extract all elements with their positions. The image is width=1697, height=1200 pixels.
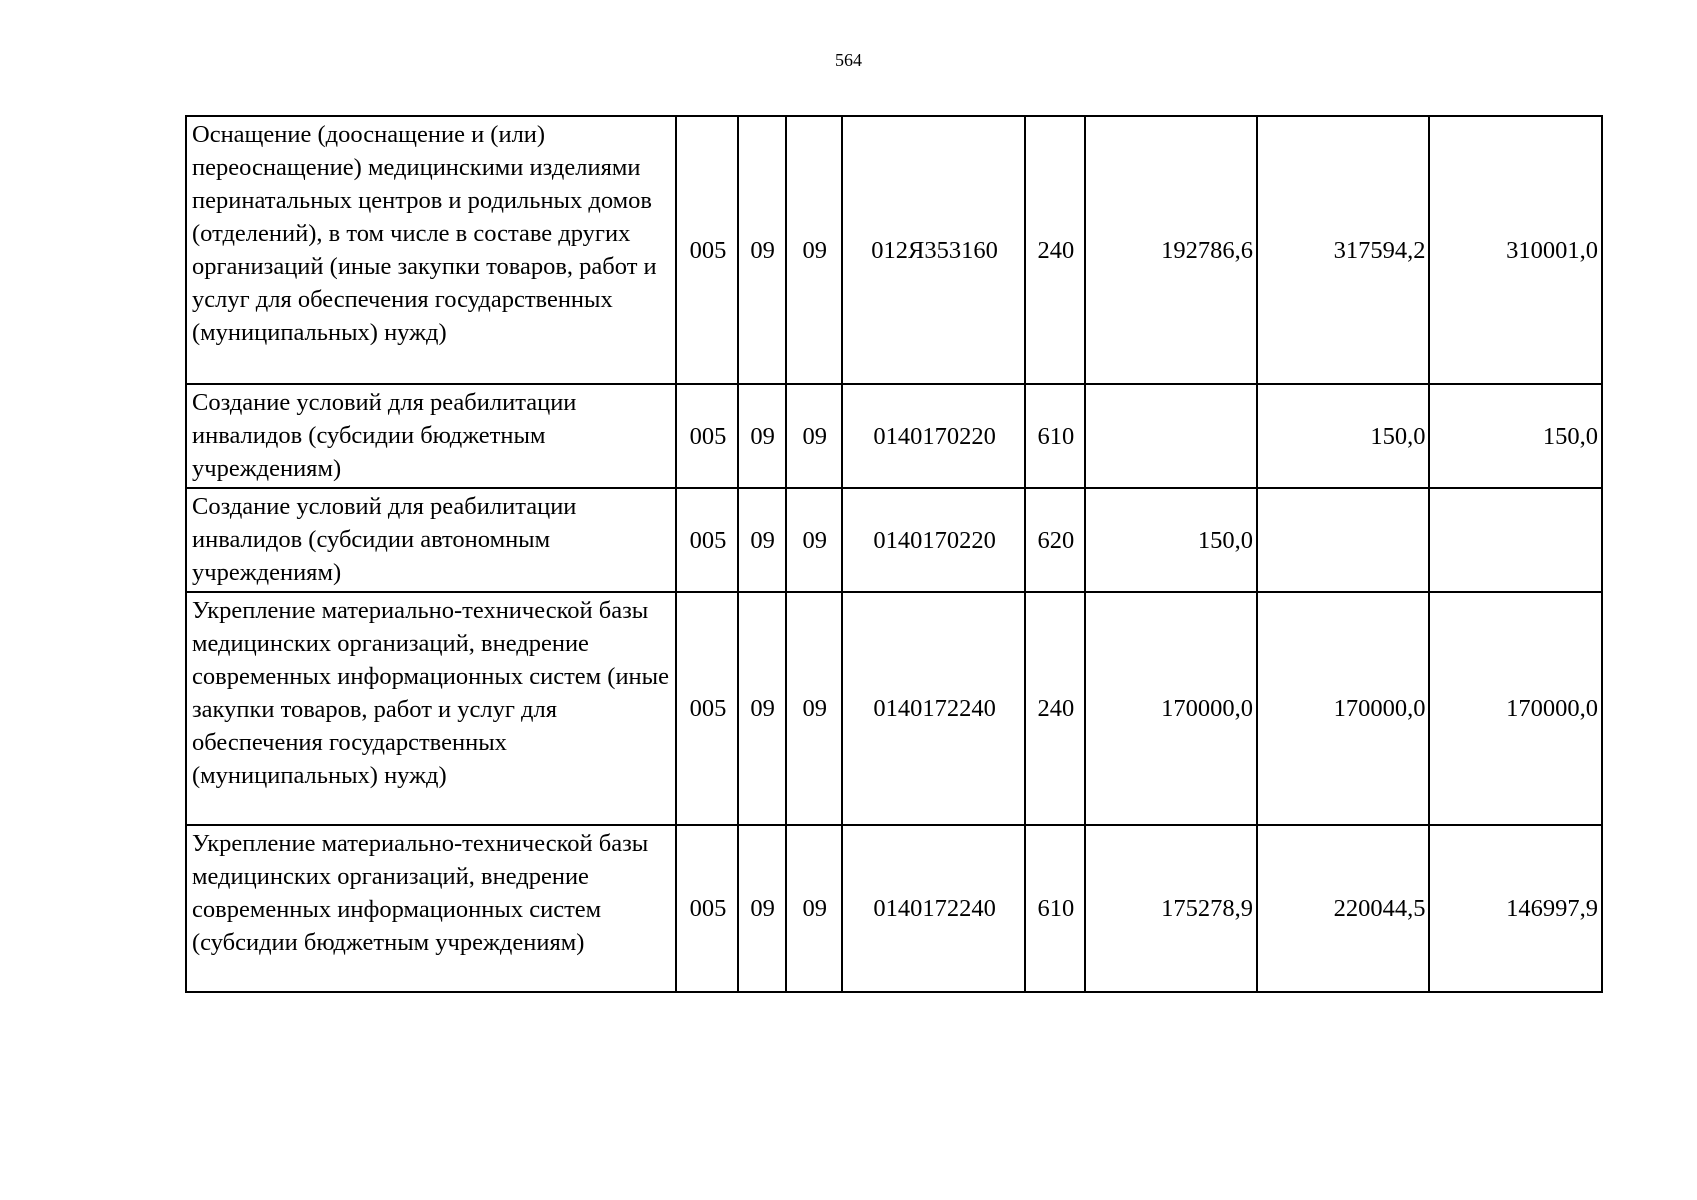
subsection-code-cell: 09: [786, 592, 842, 825]
budget-table: [185, 115, 1603, 993]
target-article-cell: 012Я353160: [842, 116, 1026, 384]
ministry-code-cell: 005: [676, 488, 737, 592]
year2-amount-cell: [1257, 488, 1429, 592]
target-article-cell: 0140172240: [842, 825, 1026, 992]
table-row: [186, 825, 1602, 992]
target-article-cell: 0140170220: [842, 384, 1026, 488]
row-name-cell: Укрепление материально-технической базы медицинских организаций, внедрение современных информационных систем (иные закупки товаров, работ и услуг для обеспечения государственных (муниципальных) нужд): [186, 592, 676, 825]
expense-type-cell: 610: [1025, 825, 1084, 992]
target-article-cell: 0140170220: [842, 488, 1026, 592]
subsection-code-cell: 09: [786, 825, 842, 992]
row-name-cell: Оснащение (дооснащение и (или) переоснащение) медицинскими изделиями перинатальных центров и родильных домов (отделений), в том числе в составе других организаций (иные закупки товаров, работ и услуг для обеспечения государственных (муниципальных) нужд): [186, 116, 676, 384]
expense-type-cell: 240: [1025, 116, 1084, 384]
year2-amount-cell: 170000,0: [1257, 592, 1429, 825]
row-name-cell: Укрепление материально-технической базы медицинских организаций, внедрение современных информационных систем (субсидии бюджетным учреждениям): [186, 825, 676, 992]
target-article-cell: 0140172240: [842, 592, 1026, 825]
year1-amount-cell: 170000,0: [1085, 592, 1257, 825]
year3-amount-cell: 310001,0: [1429, 116, 1602, 384]
year3-amount-cell: 146997,9: [1429, 825, 1602, 992]
section-code-cell: 09: [738, 384, 786, 488]
year3-amount-cell: 170000,0: [1429, 592, 1602, 825]
year1-amount-cell: 192786,6: [1085, 116, 1257, 384]
row-name-cell: Создание условий для реабилитации инвалидов (субсидии бюджетным учреждениям): [186, 384, 676, 488]
ministry-code-cell: 005: [676, 592, 737, 825]
section-code-cell: 09: [738, 592, 786, 825]
expense-type-cell: 620: [1025, 488, 1084, 592]
subsection-code-cell: 09: [786, 116, 842, 384]
expense-type-cell: 610: [1025, 384, 1084, 488]
expense-type-cell: 240: [1025, 592, 1084, 825]
table-row: [186, 384, 1602, 488]
subsection-code-cell: 09: [786, 384, 842, 488]
ministry-code-cell: 005: [676, 116, 737, 384]
table-row: [186, 116, 1602, 384]
year1-amount-cell: [1085, 384, 1257, 488]
section-code-cell: 09: [738, 825, 786, 992]
section-code-cell: 09: [738, 116, 786, 384]
year3-amount-cell: 150,0: [1429, 384, 1602, 488]
year1-amount-cell: 150,0: [1085, 488, 1257, 592]
section-code-cell: 09: [738, 488, 786, 592]
table-row: [186, 592, 1602, 825]
page-number: 564: [835, 50, 862, 70]
ministry-code-cell: 005: [676, 825, 737, 992]
year3-amount-cell: [1429, 488, 1602, 592]
year2-amount-cell: 317594,2: [1257, 116, 1429, 384]
ministry-code-cell: 005: [676, 384, 737, 488]
subsection-code-cell: 09: [786, 488, 842, 592]
year2-amount-cell: 220044,5: [1257, 825, 1429, 992]
year1-amount-cell: 175278,9: [1085, 825, 1257, 992]
row-name-cell: Создание условий для реабилитации инвалидов (субсидии автономным учреждениям): [186, 488, 676, 592]
year2-amount-cell: 150,0: [1257, 384, 1429, 488]
table-row: [186, 488, 1602, 592]
